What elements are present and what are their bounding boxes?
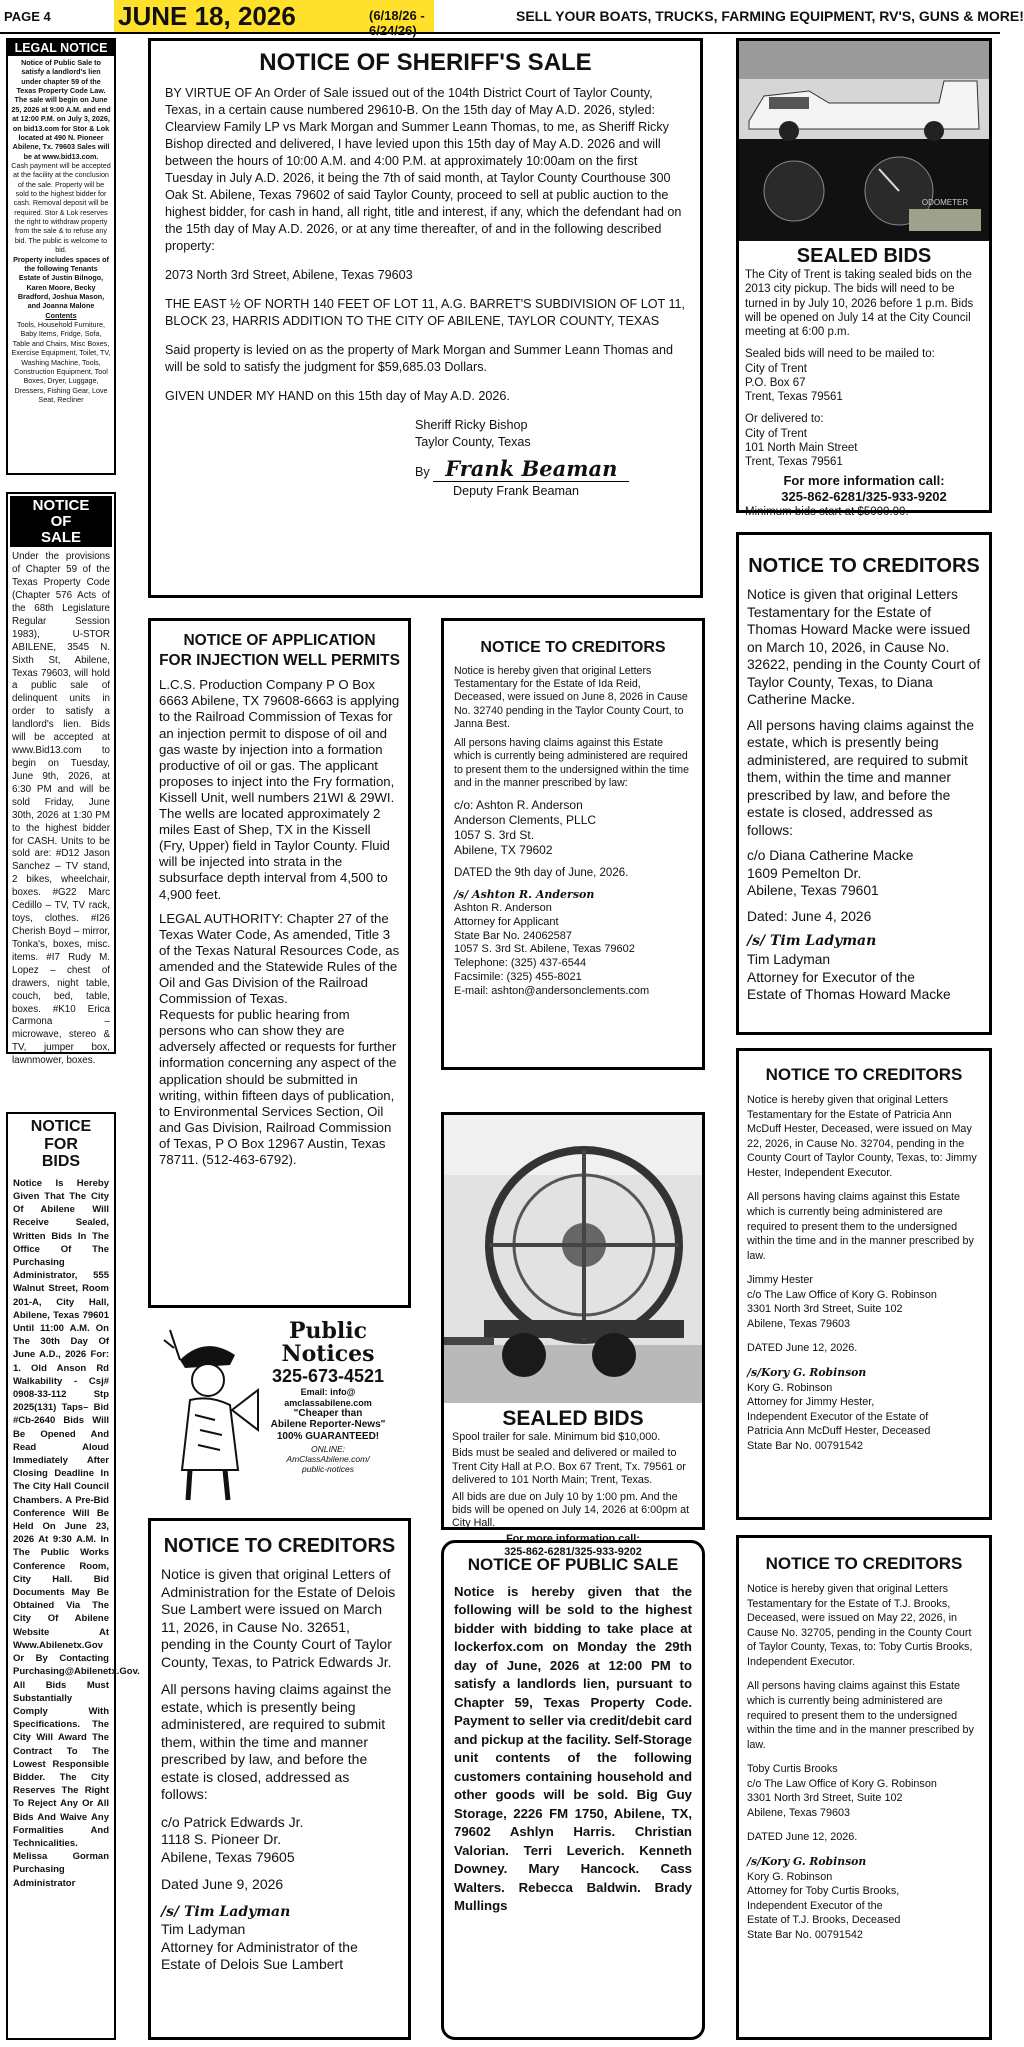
injection-well-applicant: L.C.S. Production Company P O Box 6663 Abilene, TX 79608-6663 is applying to the Railroad Commission of Texas for an injection permit to dispose of oil and gas waste by injection into a formation productive of oil or gas. The applicant proposes to inject into the Fry formation, Kissell Unit, well numbers 21WI & 29WI. The wells are located approximately 2 miles East of Shep, TX in the Kissell (Fry, Upper) field in Taylor County. Fluid will be injected into strata in the subsurface depth interval from 4,500 to 4,900 feet. [159,677,400,902]
creditors-notice-macke-signature: /s/ Tim Ladyman [747,933,877,950]
notice-for-bids-title: NOTICE FOR BIDS [30,1118,92,1171]
sealed-bids-pickup-title: SEALED BIDS [796,245,932,267]
creditors-notice-macke-dated: Dated: June 4, 2026 [747,908,872,924]
creditors-notice-reid-claims: All persons having claims against this Estate which is currently being administered are required to present them to the undersigned within the time and in the manner prescribed by law: [454,737,689,789]
creditors-notice-reid-address: c/o: Ashton R. Anderson Anderson Clements, PLLC 1057 S. 3rd St. Abilene, TX 79602 [454,798,597,858]
ad-guarantee: 100% GUARANTEED! [276,1430,380,1442]
notice-of-public-sale [441,1540,705,2040]
legal-notice-tenants-intro: Property includes spaces of the following Tenants [13,254,109,273]
creditors-notice-brooks-address: Toby Curtis Brooks c/o The Law Office of Kory G. Robinson 3301 North 3rd Street, Suite 102 Abilene, Texas 79603 [747,1763,937,1819]
creditors-notice-lambert [148,1518,411,2040]
creditors-notice-lambert-address: c/o Patrick Edwards Jr. 1118 S. Pioneer Dr. Abilene, Texas 79605 [161,1813,304,1865]
creditors-notice-brooks-claims: All persons having claims against this Estate which is currently being administered are required to present them to the undersigned within the time and in the manner prescribed by law. [747,1680,974,1751]
creditors-notice-reid [441,618,705,1070]
ad-title-public: Public [288,1318,368,1344]
page-header [0,0,1024,38]
sealed-bids-pickup-minimum: Minimum bids start at $5000.00. [745,506,909,519]
issue-range: (6/18/26 - 6/24/26) [369,8,425,38]
creditors-notice-reid-title: NOTICE TO CREDITORS [480,639,666,656]
creditors-notice-macke [736,532,992,1035]
sealed-bids-trailer-due: All bids are due on July 10 by 1:00 pm. And the bids will be opened on July 14, 2026 at 6:00pm at City Hall. [452,1490,690,1530]
creditors-notice-brooks [736,1535,992,2040]
creditors-notice-hester-dated: DATED June 12, 2026. [747,1342,858,1355]
creditors-notice-macke-attorney: Tim Ladyman Attorney for Executor of the Estate of Thomas Howard Macke [747,952,951,1003]
creditors-notice-hester-attorney: Kory G. Robinson Attorney for Jimmy Hester, Independent Executor of the Estate of Patricia Ann McDuff Hester, Deceased State Bar No. 00791542 [747,1381,931,1452]
sealed-bids-pickup-details: The City of Trent is taking sealed bids on the 2013 city pickup. The bids will need to be turned in by July 10, 2026 before 1 p.m. Bids will be opened on July 14 at the City Council meeting at 6:00 p.m. [745,269,974,338]
legal-notice-lead: Notice of Public Sale to satisfy a landlord's lien under chapter 59 of the Texas Property Code Law. The sale will begin on June 25, 2026 at 9:00 A.M. and end at 12:00 P.M. on July 3, 2026, on bid13.com for Stor & Lok located at 490 N. Pioneer Abilene, Tx. 79603 Sales will be at www.bid13.com. [11,58,111,161]
sheriffs-sale-legal-description: THE EAST ½ OF NORTH 140 FEET OF LOT 11, A.G. BARRET'S SUBDIVISION OF LOT 11, BLOCK 23, HARRIS ADDITION TO THE CITY OF ABILENE, TAYLOR COUNTY, TEXAS [165,297,686,328]
sealed-bids-trailer-title: SEALED BIDS [502,1407,644,1430]
odometer-label: ODOMETER [921,198,969,207]
sheriffs-sale-judgment: Said property is levied on as the property of Mark Morgan and Summer Leann Thomas and will be sold to satisfy the judgment for $59,685.03 Dollars. [165,343,673,374]
sheriff-name: Sheriff Ricky Bishop [415,418,528,432]
ad-title-notices: Notices [281,1341,375,1367]
sealed-bids-pickup-info: For more information call: 325-862-6281/325-933-9202 [781,473,947,505]
sheriffs-sale-given: GIVEN UNDER MY HAND on this 15th day of May A.D. 2026. [165,389,510,403]
sheriffs-sale-order: BY VIRTUE OF An Order of Sale issued out of the 104th District Court of Taylor County, Texas, in a certain cause numbered 29610-B. On the 15th day of May A.D. 2026, styled: Clearview Family LP vs Mark Morgan and Summer Leann Thomas, to me, as Sheriff Ricky Bishop directed and delivered, I have levied upon this 15th day of May A.D. 2026 and will between the hours of 10:00 A.M. and 4:00 P.M. at approximately 10:00am on the first Tuesday in July A.D. 2026, it being the 7th of said month, at Taylor County Courthouse 300 Oak St. Abilene, Texas 79602 of said Taylor County, proceed to sell at public auction to the highest bidder, for cash in hand, all right, title and interest, if any, which the defendant had on the 15th day of May A.D. 2026, or at any time thereafter, of and in the following described property: [165,86,682,253]
creditors-notice-lambert-dated: Dated June 9, 2026 [161,1876,284,1892]
notice-for-bids-body: Notice Is Hereby Given That The City Of Abilene Will Receive Sealed, Written Bids In The Office Of The Purchasing Administrator, 555 Walnut Street, Room 201-A, City Hall, Abilene, Texas 79601 Until 11:00 A.M. On The 30th Day Of June A.D., 2026 For: 1. Old Anson Rd Walkability - Csj# 0908-33-112 Stp 2025(131) Taps– Bid #Cb-2640 Bids Will Be Opened And Read Aloud Immediately After Closing Deadline In The City Hall Council Chambers. A Pre-Bid Conference Will Be Held On June 23, 2026 At 9:30 A.M. In The Public Works Conference Room, City Hall. Bid Documents May Be Obtained Via The City Of Abilene Website At Www.Abilenetx.Gov Or By Contacting Purchasing@Abilenetx.Gov. All Bids Must Substantially Comply With Specifications. The City Will Award The Contract To The Lowest Responsible Bidder. The City Reserves The Right To Reject Any Or All Bids And Waive Any Formalities And Technicalities. Melissa Gorman Purchasing Administrator [13,1177,140,1889]
creditors-notice-lambert-claims: All persons having claims against the estate, which is presently being administered, are required to submit them, within the time and manner prescribed by law, and before the estate is closed, addressed as follows: [161,1681,392,1802]
sheriffs-sale-title: NOTICE OF SHERIFF'S SALE [259,49,592,76]
creditors-notice-lambert-title: NOTICE TO CREDITORS [163,1535,396,1557]
town-crier-illustration [160,1320,260,1505]
ad-phone: 325-673-4521 [271,1366,385,1387]
creditors-notice-lambert-letters: Notice is given that original Letters of Administration for the Estate of Delois Sue Lambert were issued on March 11, 2026, in Cause No. 32651, pending in the County Court of Taylor County, Texas, to Patrick Edwards Jr. [161,1566,396,1670]
notice-for-bids [6,1112,140,2040]
creditors-notice-macke-claims: All persons having claims against the estate, which is presently being administered, are required to submit them, within the time and manner prescribed by law, and before the estate is closed, addressed as follows: [747,717,975,838]
page-number: PAGE 4 [4,9,51,24]
legal-notice [6,38,116,475]
public-notices-ad [160,1320,404,1505]
creditors-notice-macke-title: NOTICE TO CREDITORS [748,555,980,577]
spool-trailer-photo [444,1115,702,1403]
issue-date: JUNE 18, 2026 [118,1,296,31]
sealed-bids-trailer-minimum: Spool trailer for sale. Minimum bid $10,000. [452,1431,661,1443]
sealed-bids-trailer [441,1112,705,1558]
sheriffs-sale-notice [148,38,703,598]
creditors-notice-macke-address: c/o Diana Catherine Macke 1609 Pemelton Dr. Abilene, Texas 79601 [747,848,914,899]
creditors-notice-lambert-attorney: Tim Ladyman Attorney for Administrator of the Estate of Delois Sue Lambert [161,1921,358,1972]
ad-email: Email: info@ amclassabilene.com [284,1387,372,1408]
injection-well-title: NOTICE OF APPLICATION FOR INJECTION WELL PERMITS [159,632,400,670]
sealed-bids-pickup-mail: Sealed bids will need to be mailed to: City of Trent P.O. Box 67 Trent, Texas 79561 [745,348,935,403]
pickup-truck-photo [739,41,989,241]
creditors-notice-hester [736,1048,992,1520]
injection-well-authority: LEGAL AUTHORITY: Chapter 27 of the Texas Water Code, As amended, Title 3 of the Texas Natural Resources Code, as amended and the Statewide Rules of the Oil and Gas Division of the Railroad Commission of Texas. [159,910,400,1007]
notice-of-public-sale-body: Notice is hereby given that the following will be sold to the highest bidder with bidding to take place at lockerfox.com on Monday the 29th day of June, 2026 at 12:00 PM to satisfy a landlords lien, pursuant to Chapter 59, Texas Property Code. Payment to seller via credit/debit card and pickup at the facility. Self-Storage unit contents of the following customers containing household and other goods will be sold. Big Guy Storage, 2226 FM 1750, Abilene, TX, 79602 Ashlyn Harris. Christian Valorian. Terri Leverich. Kenneth Downey. Mary Hancock. Cass Walters. Rebecca Baldwin. Brady Mullings [454,1584,692,1914]
sealed-bids-trailer-delivery: Bids must be sealed and delivered or mailed to Trent City Hall at P.O. Box 67 Trent, Tx. 79561 or delivered to 101 North Main; Trent, Texas. [452,1447,686,1487]
sheriffs-sale-address: 2073 North 3rd Street, Abilene, Texas 79603 [165,268,413,282]
sheriff-county: Taylor County, Texas [415,435,531,449]
injection-well-requests: Requests for public hearing from persons who can show they are adversely affected or requests for further information concerning any aspect of the application should be submitted in writing, within fifteen days of publication, to Environmental Services Section, Oil and Gas Division, Railroad Commission of Texas, P O Box 12967 Austin, Texas 78711. (512-463-6792). [159,1007,397,1167]
legal-notice-title: LEGAL NOTICE [8,40,114,56]
legal-notice-contents: Tools, Household Furniture, Baby Items, Fridge, Sofa, Table and Chairs, Misc Boxes, Exercise Equipment, Toilet, TV, Washing Machine, Tools, Construction Equipment, Tool Boxes, Dryer, Luggage, Dressers, Fishing Gear, Love Seat, Recliner [11,320,111,404]
creditors-notice-reid-dated: DATED the 9th day of June, 2026. [454,867,629,880]
creditors-notice-reid-attorney: Ashton R. Anderson Attorney for Applicant State Bar No. 24062587 1057 S. 3rd St. Abilene, Texas 79602 Telephone: (325) 437-6544 Facsimile: (325) 455-8021 E-mail: ashton@andersonclements.com [454,902,650,997]
creditors-notice-hester-title: NOTICE TO CREDITORS [765,1065,963,1084]
sealed-bids-pickup-deliver: Or delivered to: City of Trent 101 North Main Street Trent, Texas 79561 [745,413,858,468]
creditors-notice-hester-address: Jimmy Hester c/o The Law Office of Kory G. Robinson 3301 North 3rd Street, Suite 102 Abilene, Texas 79603 [747,1274,937,1330]
creditors-notice-hester-signature: /s/Kory G. Robinson [747,1366,867,1379]
creditors-notice-brooks-attorney: Kory G. Robinson Attorney for Toby Curtis Brooks, Independent Executor of the Estate of T.J. Brooks, Deceased State Bar No. 00791542 [747,1870,901,1941]
deputy-name: Deputy Frank Beaman [453,484,579,499]
injection-well-notice [148,618,411,1308]
creditors-notice-hester-letters: Notice is hereby given that original Letters Testamentary for the Estate of Patricia Ann McDuff Hester, Deceased, were issued on May 22, 2026, in Cause No. 32704, pending in the County Court of Taylor County, Texas, to: Jimmy Hester, Independent Executor. [747,1094,977,1179]
creditors-notice-hester-claims: All persons having claims against this Estate which is currently being administered are required to present them to the undersigned within the time and in the manner prescribed by law. [747,1191,974,1262]
signature-by: By [415,465,430,479]
creditors-notice-brooks-dated: DATED June 12, 2026. [747,1831,858,1844]
header-tagline: SELL YOUR BOATS, TRUCKS, FARMING EQUIPMENT, RV'S, GUNS & MORE! [516,8,1024,24]
sealed-bids-trailer-info: For more information call: 325-862-6281/325-933-9202 [504,1532,642,1558]
legal-notice-contents-heading: Contents [45,310,77,320]
legal-notice-tenants: Estate of Justin Bilnogo, Karen Moore, Becky Bradford, Joshua Mason, and Joanna Malone [17,273,105,311]
issue-date-box [114,0,434,38]
legal-notice-terms: Cash payment will be accepted at the facility at the conclusion of the sale. Property will be sold to the highest bidder for cash. Removal deposit will be required. Stor & Lok reserves the right to withdraw property from the sale & to refuse any bid. The public is welcome to bid. [11,160,111,255]
notice-of-sale [6,492,116,1067]
creditors-notice-reid-letters: Notice is hereby given that original Letters Testamentary for the Estate of Ida Reid, Deceased, were issued on June 8, 2026 in Cause No. 32740 pending in the Taylor County Court, to Janna Best. [454,665,688,730]
creditors-notice-reid-signature: /s/ Ashton R. Anderson [454,888,595,902]
creditors-notice-lambert-signature: /s/ Tim Ladyman [161,1903,291,1920]
sealed-bids-pickup [736,38,992,519]
creditors-notice-brooks-letters: Notice is hereby given that original Letters Testamentary for the Estate of T.J. Brooks, Deceased, were issued on May 22, 2026, in Cause No. 32705, pending in the County Court of Taylor County, Texas, to: Toby Curtis Brooks, Independent Executor. [747,1583,973,1668]
deputy-signature: Frank Beaman [433,456,629,482]
notice-of-sale-body: Under the provisions of Chapter 59 of the Texas Property Code (Chapter 576 Acts of the 68th Legislature Regular Session 1983), U-STOR ABILENE, 3545 N. Sixth St, Abilene, Texas 79603, will hold a public sale of delinquent units in order to satisfy a landlord's lien. Bids will be accepted at www.Bid13.com to begin on Tuesday, June 9th, 2026, at 6:30 PM and will be sold Friday, June 30th, 2026 at 1:30 PM to the highest bidder for CASH. Units to be sold are: #D12 Jason Sanchez – TV stand, 2 bikes, wheelchair, boxes. #G22 Marc Cedillo – TV, TV rack, toys, clothes. #I26 Cherish Boyd – mirror, Tonka's, boxes, misc. items. #I7 Rudy M. Lopez – chest of drawers, night table, couch, bed, table, boxes. #K10 Erica Carmona – microwave, stereo & TV, jumper box, lawnmower, boxes. [12,551,110,1067]
notice-of-public-sale-title: NOTICE OF PUBLIC SALE [467,1555,679,1574]
notice-of-sale-title: NOTICE OF SALE [10,496,112,547]
ad-online: ONLINE: AmClassAbilene.com/ public-notices [286,1443,370,1475]
creditors-notice-brooks-signature: /s/Kory G. Robinson [747,1855,867,1868]
ad-quote: "Cheaper than Abilene Reporter-News" [270,1407,386,1431]
creditors-notice-macke-letters: Notice is given that original Letters Testamentary for the Estate of Thomas Howard Macke were issued on March 10, 2026, in Cause No. 32622, pending in the County Court of Taylor County, Texas, to Diana Catherine Macke. [747,587,981,708]
creditors-notice-brooks-title: NOTICE TO CREDITORS [765,1554,963,1573]
